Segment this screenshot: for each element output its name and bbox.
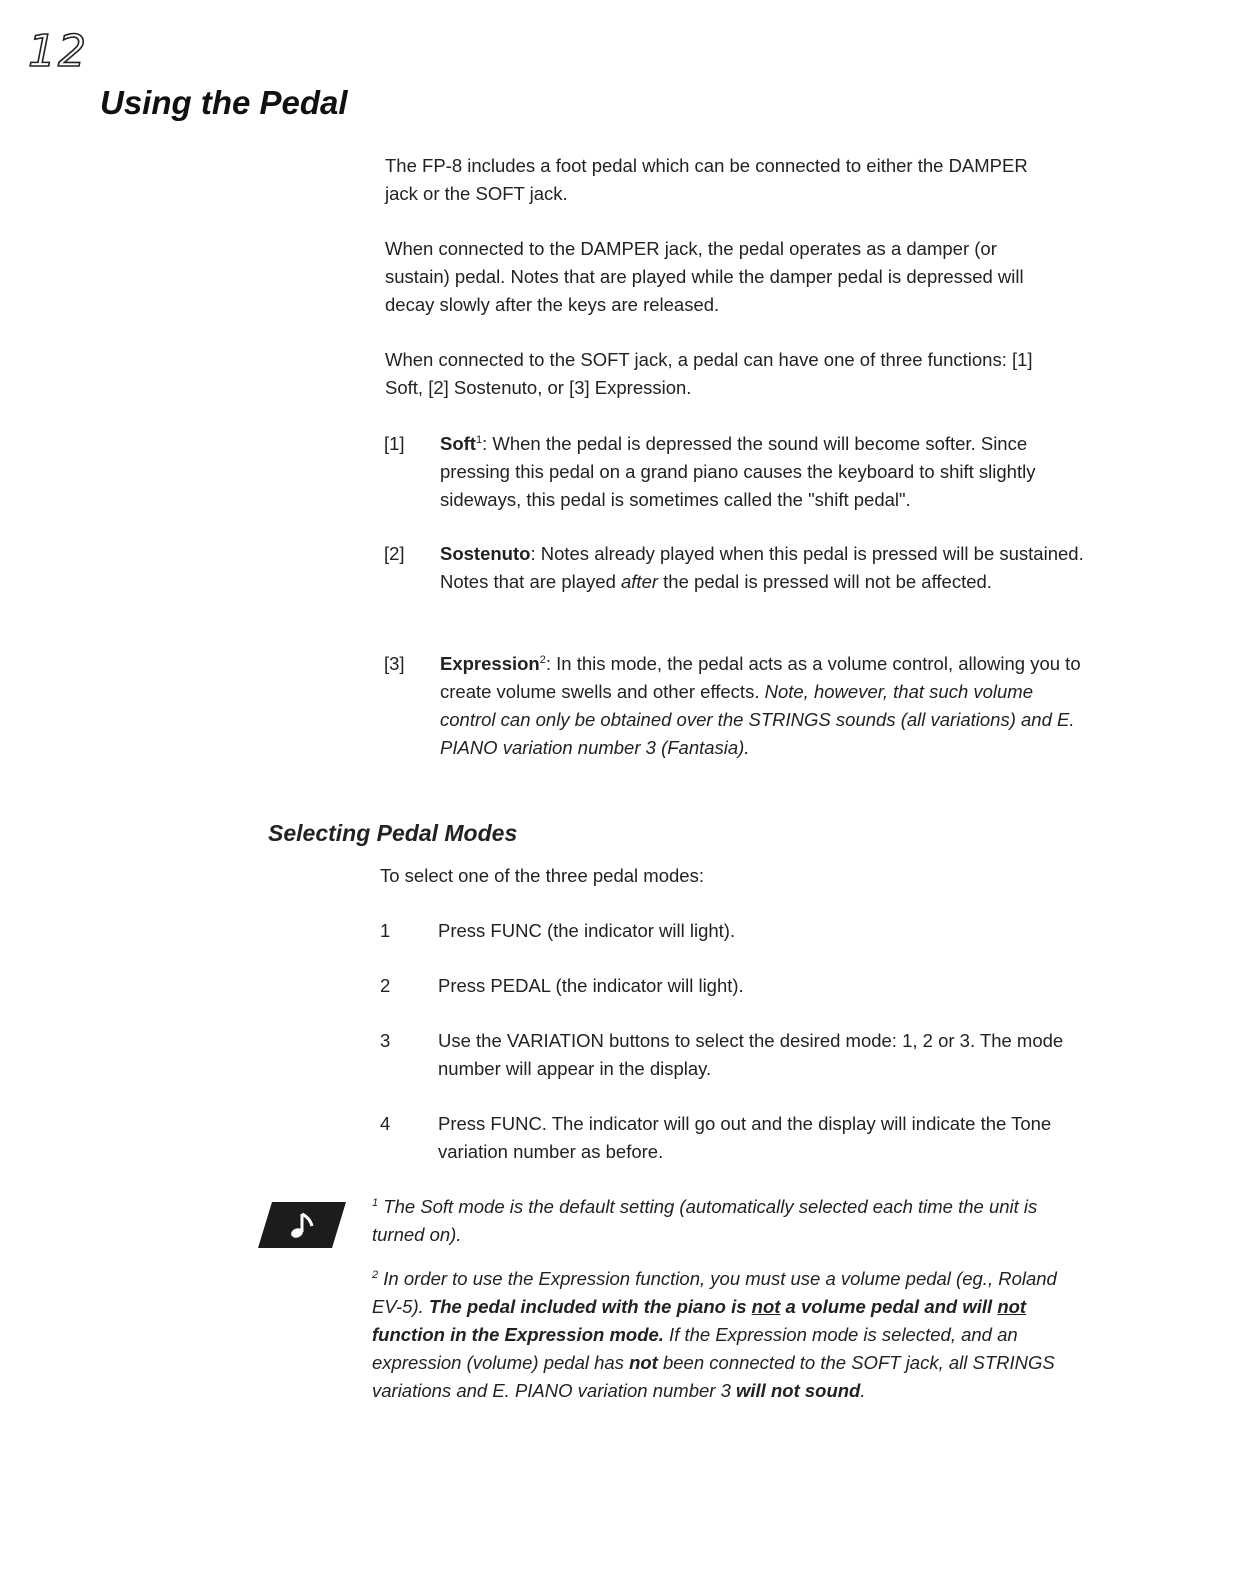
mode-emphasis: after	[621, 571, 659, 592]
mode-text: : In this mode, the pedal acts as a volume control, allowing you to create volume swells and other effects.	[440, 653, 1081, 702]
step-item	[380, 972, 1080, 1000]
step-item	[380, 1027, 1080, 1083]
mode-text: : When the pedal is depressed the sound will become softer. Since pressing this pedal on a grand piano causes the keyboard to shift slightly sideways, this pedal is sometimes called the "shift pedal".	[440, 433, 1036, 510]
mode-text: the pedal is pressed will not be affected.	[658, 571, 992, 592]
footnote-2	[372, 1265, 1062, 1405]
mode-name: Expression	[440, 653, 540, 674]
footnote-mark: 1	[372, 1196, 379, 1209]
step-number: 3	[380, 1030, 391, 1051]
footnote-bold: will not sound	[736, 1380, 861, 1401]
step-item	[380, 917, 1080, 945]
mode-note: Note, however, that such volume control can only be obtained over the STRINGS sounds (all variations) and E. PIANO variation number 3 (Fantasia).	[440, 681, 1075, 758]
footnote-underline: not	[997, 1296, 1027, 1317]
footnote-text: .	[860, 1380, 866, 1401]
footnote-text: been connected to the SOFT jack, all STRINGS variations and E. PIANO variation number 3	[372, 1352, 1055, 1401]
mode-item-soft	[384, 430, 1084, 514]
page-number: 12	[28, 26, 88, 77]
footnote-ref: 1	[475, 433, 483, 446]
footnote-bold: function in the Expression mode.	[372, 1324, 664, 1345]
footnote-bold: The pedal included with the piano is	[428, 1296, 752, 1317]
footnote-1	[372, 1193, 1062, 1249]
step-text: Press FUNC. The indicator will go out and the display will indicate the Tone variation number as before.	[438, 1113, 1052, 1162]
mode-name: Sostenuto	[440, 543, 531, 564]
mode-item-expression	[384, 650, 1084, 762]
footnote-ref: 2	[539, 653, 546, 666]
mode-marker: [1]	[384, 433, 405, 454]
footnote-mark: 2	[372, 1268, 379, 1281]
intro-paragraph-3: When connected to the SOFT jack, a pedal can have one of three functions: [1] Soft, [2] Sostenuto, or [3] Expression.	[385, 349, 1033, 398]
intro-paragraph-1: The FP-8 includes a foot pedal which can be connected to either the DAMPER jack or the SOFT jack.	[385, 155, 1028, 204]
mode-description	[440, 650, 1084, 762]
mode-text: : Notes already played when this pedal is pressed will be sustained. Notes that are played	[440, 543, 1084, 592]
intro-paragraph-2: When connected to the DAMPER jack, the pedal operates as a damper (or sustain) pedal. Notes that are played while the damper pedal is depressed will decay slowly after the keys are released.	[385, 238, 1024, 315]
step-text: Press FUNC (the indicator will light).	[438, 920, 736, 941]
footnote-text: The Soft mode is the default setting (automatically selected each time the unit is turned on).	[372, 1196, 1038, 1245]
footnote-underline: not	[751, 1296, 781, 1317]
steps-intro: To select one of the three pedal modes:	[380, 865, 704, 886]
step-number: 1	[380, 920, 391, 941]
footnote-bold: a volume pedal and will	[780, 1296, 998, 1317]
step-item	[380, 1110, 1080, 1166]
step-text: Press PEDAL (the indicator will light).	[438, 975, 744, 996]
step-text: Use the VARIATION buttons to select the desired mode: 1, 2 or 3. The mode number will appear in the display.	[438, 1030, 1064, 1079]
mode-marker: [2]	[384, 543, 405, 564]
footnote-text: If the Expression mode is selected, and an expression (volume) pedal has	[372, 1324, 1018, 1373]
mode-name: Soft	[440, 433, 476, 454]
mode-description	[440, 430, 1084, 514]
footnote-text: In order to use the Expression function, you must use a volume pedal (eg., Roland EV-5).	[372, 1268, 1057, 1317]
mode-item-sostenuto	[384, 540, 1084, 596]
step-number: 4	[380, 1113, 391, 1134]
page-title: Using the Pedal	[100, 84, 348, 121]
section-heading: Selecting Pedal Modes	[268, 820, 518, 846]
mode-description	[440, 540, 1084, 596]
mode-marker: [3]	[384, 653, 405, 674]
step-number: 2	[380, 975, 391, 996]
music-note-icon	[258, 1202, 346, 1248]
footnote-bold: not	[629, 1352, 658, 1373]
